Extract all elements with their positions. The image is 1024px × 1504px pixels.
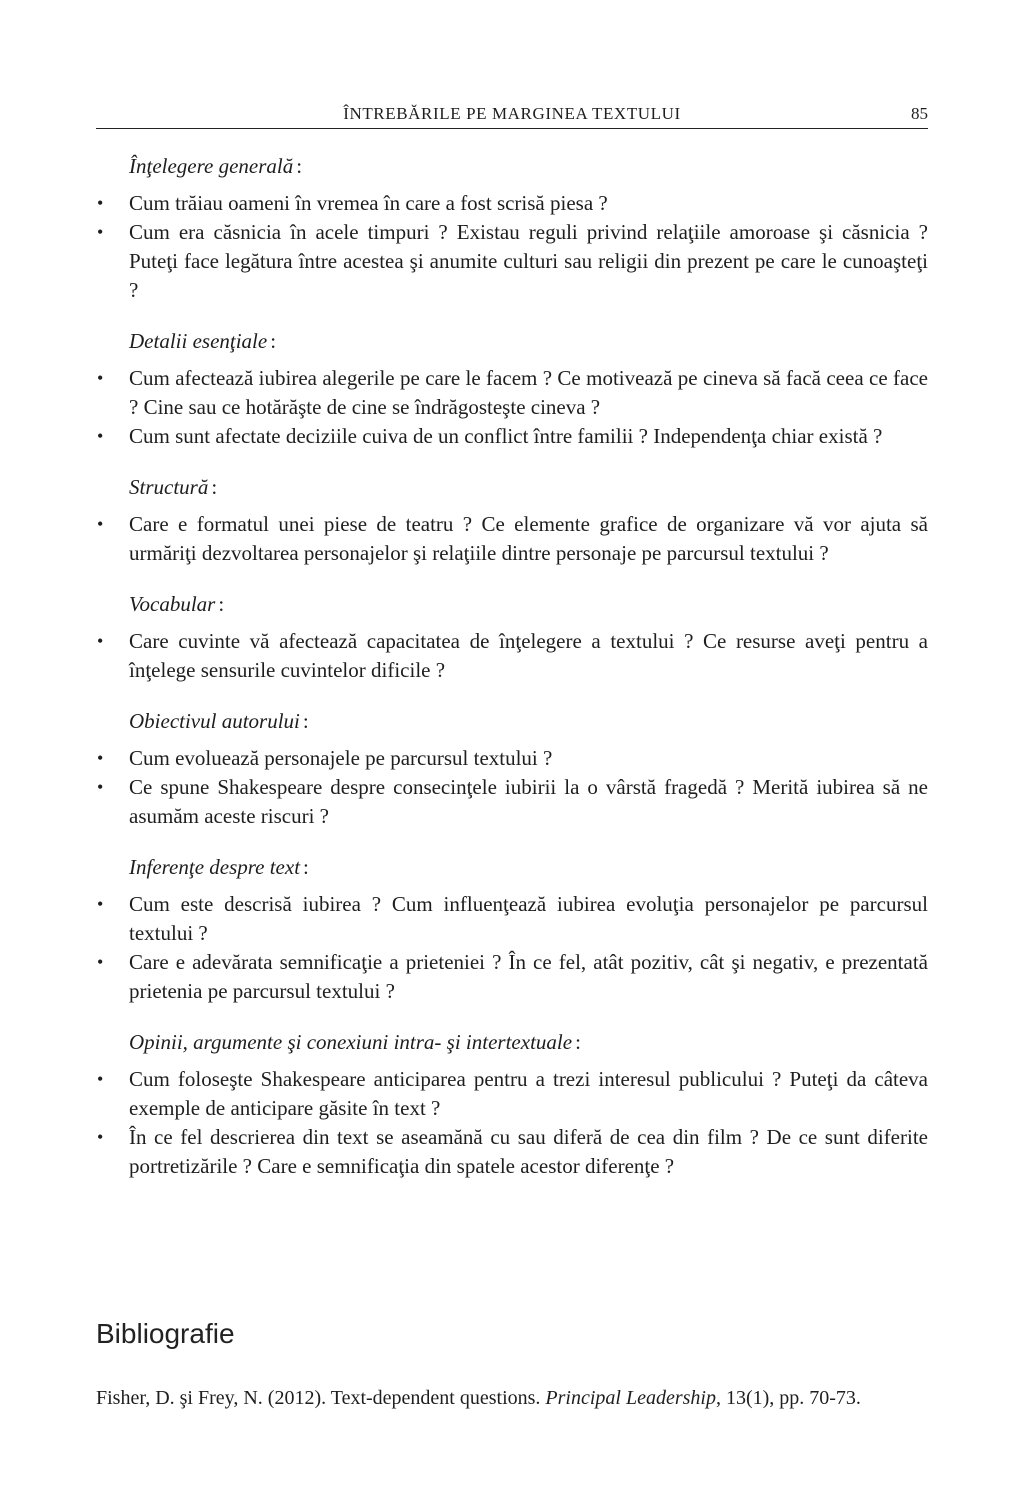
question-text: În ce fel descrierea din text se aseamănă cu sau diferă de cea din film ? De ce sunt diferite portretizările ? Care e semnificaţia din spatele acestor diferenţe ? <box>129 1125 928 1178</box>
bullet-icon: • <box>97 514 104 534</box>
question-text: Cum evoluează personajele pe parcursul textului ? <box>129 746 553 770</box>
question-item <box>96 627 928 685</box>
bullet-icon: • <box>97 631 104 651</box>
questions-content <box>96 152 928 1203</box>
bullet-icon: • <box>97 426 104 446</box>
question-text: Care e adevărata semnificaţie a prieteniei ? În ce fel, atât pozitiv, cât şi negativ, e prezentată prietenia pe parcursul textului ? <box>129 950 928 1003</box>
section-heading-colon: : <box>575 1030 581 1054</box>
question-text: Cum sunt afectate deciziile cuiva de un conflict între familii ? Independenţa chiar există ? <box>129 424 883 448</box>
section-heading <box>129 152 928 181</box>
bibliography-entry <box>96 1384 936 1412</box>
running-header-title: ÎNTREBĂRILE PE MARGINEA TEXTULUI <box>343 104 681 123</box>
bullet-icon: • <box>97 748 104 768</box>
question-section <box>96 152 928 305</box>
question-item <box>96 510 928 568</box>
bibliography-heading: Bibliografie <box>96 1318 235 1349</box>
question-item <box>96 890 928 948</box>
section-heading-text: Inferenţe despre text <box>129 855 301 879</box>
section-heading <box>129 327 928 356</box>
question-text: Cum afectează iubirea alegerile pe care le facem ? Ce motivează pe cineva să facă ceea ce face ? Cine sau ce hotărăşte de cine se îndrăgosteşte cineva ? <box>129 366 928 419</box>
section-heading-colon: : <box>218 592 225 616</box>
bibliography-journal: Principal Leadership <box>545 1387 716 1409</box>
section-heading-colon: : <box>270 329 277 353</box>
bibliography-details: , 13(1), pp. 70-73. <box>715 1387 861 1409</box>
bullet-icon: • <box>97 777 104 797</box>
question-item <box>96 1123 928 1181</box>
question-text: Care e formatul unei piese de teatru ? Ce elemente grafice de organizare vă vor ajuta să urmăriţi dezvoltarea personajelor şi relaţiile dintre personaje pe parcursul textului ? <box>129 512 928 565</box>
question-item <box>96 1065 928 1123</box>
question-list <box>96 744 928 831</box>
bullet-icon: • <box>97 952 104 972</box>
question-section <box>96 853 928 1006</box>
bullet-icon: • <box>97 193 104 213</box>
section-heading-text: Opinii, argumente şi conexiuni intra- şi intertextuale <box>129 1030 573 1054</box>
question-list <box>96 627 928 685</box>
question-text: Cum este descrisă iubirea ? Cum influenţează iubirea evoluţia personajelor pe parcursul textului ? <box>129 892 928 945</box>
section-heading <box>129 853 928 882</box>
question-item <box>96 744 928 773</box>
question-text: Care cuvinte vă afectează capacitatea de înţelegere a textului ? Ce resurse aveţi pentru a înţelege sensurile cuvintelor dificile ? <box>129 629 928 682</box>
question-text: Cum foloseşte Shakespeare anticiparea pentru a trezi interesul publicului ? Puteţi da câteva exemple de anticipare găsite în text ? <box>129 1067 928 1120</box>
question-text: Cum era căsnicia în acele timpuri ? Existau reguli privind relaţiile amoroase şi căsnicia ? Puteţi face legătura între acestea şi anumite culturi sau religii din prezent pe care le cunoaşteţi ? <box>129 220 928 302</box>
page-number: 85 <box>911 104 928 123</box>
section-heading-text: Detalii esenţiale <box>129 329 268 353</box>
section-heading-colon: : <box>303 855 309 879</box>
section-heading-colon: : <box>302 709 309 733</box>
section-heading <box>129 707 928 736</box>
question-list <box>96 1065 928 1181</box>
section-heading <box>129 473 928 502</box>
question-section <box>96 473 928 568</box>
question-item <box>96 773 928 831</box>
question-item <box>96 364 928 422</box>
question-item <box>96 948 928 1006</box>
question-list <box>96 189 928 305</box>
question-section <box>96 707 928 831</box>
bullet-icon: • <box>97 894 104 914</box>
question-text: Ce spune Shakespeare despre consecinţele iubirii la o vârstă fragedă ? Merită iubirea să ne asumăm aceste riscuri ? <box>129 775 928 828</box>
section-heading-text: Structură <box>129 475 209 499</box>
question-section <box>96 1028 928 1181</box>
bullet-icon: • <box>97 1127 104 1147</box>
bullet-icon: • <box>97 222 104 242</box>
section-heading-colon: : <box>296 154 303 178</box>
question-item <box>96 422 928 451</box>
question-list <box>96 364 928 451</box>
running-header <box>96 100 928 129</box>
section-heading-text: Înţelegere generală <box>129 154 294 178</box>
question-list <box>96 510 928 568</box>
section-heading <box>129 590 928 619</box>
bullet-icon: • <box>97 1069 104 1089</box>
question-list <box>96 890 928 1006</box>
question-item <box>96 218 928 305</box>
question-item <box>96 189 928 218</box>
section-heading-text: Vocabular <box>129 592 216 616</box>
question-section <box>96 590 928 685</box>
section-heading <box>129 1028 928 1057</box>
question-text: Cum trăiau oameni în vremea în care a fost scrisă piesa ? <box>129 191 608 215</box>
question-section <box>96 327 928 451</box>
bibliography-authors: Fisher, D. şi Frey, N. (2012). Text-dependent questions. <box>96 1387 546 1409</box>
section-heading-text: Obiectivul autorului <box>129 709 300 733</box>
bullet-icon: • <box>97 368 104 388</box>
section-heading-colon: : <box>211 475 218 499</box>
